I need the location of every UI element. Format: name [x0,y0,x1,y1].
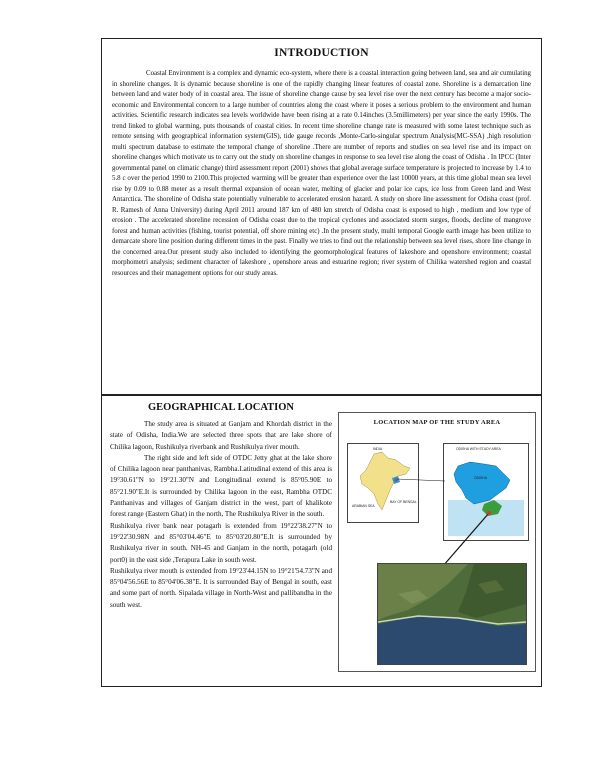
introduction-heading: INTRODUCTION [274,47,369,59]
odisha-inner-label: ODISHA [474,476,487,480]
arabian-sea-label: ARABIAN SEA [352,504,375,508]
bay-of-bengal-label-india: BAY OF BENGAL [390,500,417,504]
introduction-paragraph: Coastal Environment is a complex and dynamic eco-system, where there is a coastal interaction going between land, sea and air cumulating in shoreline changes. It is dynamic because shoreline is one of the rapidly changing linear features of coastal zone. Shoreline is a demarcation line between land and water body of in coastal area. The issue of shoreline change cause by sea level rise over the next century has become a major socio-economic and Environmental concern to a large number of countries along the coast where it poses a serious problem to the environment and human activities. Scientific research indicates sea levels worldwide have been rising at a rate 0.14inches (3.5millimeters) per year since the early 1990s. The trend linked to global warming, puts thousands of coastal cities. In recent time shoreline change rate is measured with some latest technique such as remote sensing with geographical information system(GIS), tide gauge records ,Monte-Carlo-singular spectrum Analysis(MC-SSA) ,high resolution multi spectrum database to estimate the temporal change of shoreline .There are number of reports and studies on sea level rise and its impact on shoreline changes which motivate us to carry out the study on shoreline changes in response to sea level rise along the coast of Odisha . In IPCC (Inter governmental panel on climatic change) third assessment report (2001) shows that global average surface temperature is projected to increase by 1.4 to 5.8 c over the period 1990 to 2100.This projected warming will be greater than experience over the last 10000 years, at this time global mean sea level rise by 0.09 to 0.88 meter as a result thermal expansion of ocean water, melting of glacier and polar ice caps, ice loss from Green land and West Antarctica. The shoreline of Odisha state potentially vulnerable to accelerated erosion hazard. A study on shore line assessment for Odisha coast (prof. R. Ramesh of Anna University) during April 2011 around 187 km of 480 km stretch of Odisha coast is exposed to high , medium and low type of erosion . The accelerated shoreline recession of Odisha coast due to the tropical cyclones and associated storm surges, floods, decline of mangrove forest and human activities (fishing, tourist potential, off shore mining etc) .In the present study, multi temporal Google earth image has been utilize to demarcate shore line position during different times in the past. Finally we tries to find out the relationship between sea level rises, shore line change in the concerned area.Our present study also included to identifying the geomorphological features of lakeshore and openshore environment; coastal morphometri analysis; sediment character of lakeshore , openshore areas and estuarine region; river system of Chilika watershed region and coastal resources and their management options for our study areas. [112,70,531,277]
geographical-location-heading: GEOGRAPHICAL LOCATION [148,402,294,413]
geographical-location-text [110,402,332,611]
geo-paragraph-riverbank: Rushikulya river bank near potagarh is extended from 19°22'38.27"N to 19°22'30.98N and 85°03'04.46"E to 85°03'20.80"E.It is surrounded by Rushikulya river in south. NH-45 and Ganjam in the north, potagarh (old port0) in the east side ,Terapura Lake in south west. [110,521,332,564]
odisha-map-label: ODISHA WITH STUDY AREA [456,447,501,451]
geographical-location-section [101,395,542,687]
satellite-image [378,564,526,664]
location-map-title: LOCATION MAP OF THE STUDY AREA [373,419,501,426]
geo-paragraph-chilika: The right side and left side of OTDC Jetty ghat at the lake shore of Chilika lagoon near panthanivas, Rambha.Latitudinal extend of this area is 19°30.61"N to 19°21.30"N and Longitudinal extend is 85°05.90E to 85°21.90"E.It is surrounded by Chilika lagoon in the east, Rambha OTDC Panthanivas and villages of Ganjam district in the west, part of khalikote forest range (Eastern Ghat) in the north, The Rushikulya River in the south. [110,453,332,519]
satellite-image-panel [377,563,527,665]
india-map-label: INDIA [373,447,383,451]
odisha-map-panel [443,443,529,541]
india-map-shape [348,444,418,522]
india-map-panel [347,443,419,523]
geo-paragraph-rivermouth: Rushikulya river mouth is extended from 19°23'44.15N to 19°21'54.73"N and 85°04'56.56E to 85°04'06.38"E. It is surrounded Bay of Bengal in south, east and some part of north. Sipalada village in North-West and pallibandha in the south west. [110,566,332,609]
location-map-figure [338,412,536,672]
introduction-section [101,38,542,395]
geo-paragraph-study-area: The study area is situated at Ganjam and Khordah district in the state of Odisha, India.We are selected three spots that are lake shore of Chilika lagoon, Rushikulya riverbank and Rushikulya river mouth. [110,420,332,451]
odisha-map-shape [444,444,528,540]
